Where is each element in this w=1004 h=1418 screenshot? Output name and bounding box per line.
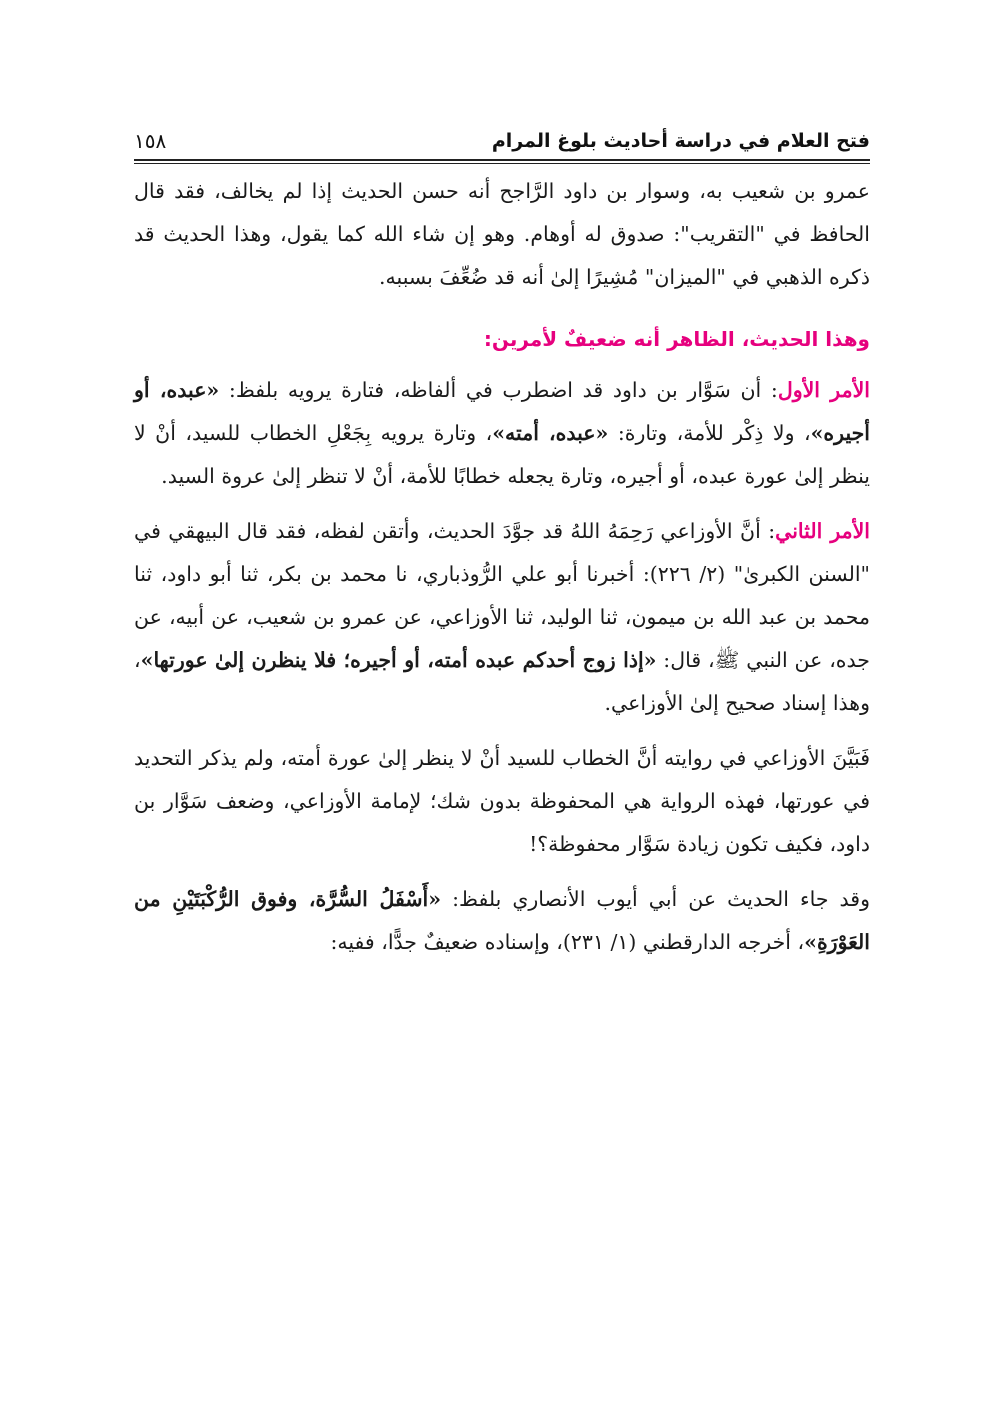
paragraph-second-reason: [134, 510, 870, 725]
second-reason-label: الأمر الثاني: [775, 519, 870, 543]
paragraph-text: : أن سَوَّار بن داود قد اضطرب في ألفاظه، فتارة يرويه بلفظ:: [219, 378, 778, 402]
page-number: ١٥٨: [134, 129, 167, 153]
first-reason-label: الأمر الأول: [777, 378, 870, 402]
hadith-quote: «عبده، أو أجيره»: [134, 378, 870, 445]
paragraph-intro: عمرو بن شعيب به، وسوار بن داود الرَّاجح أنه حسن الحديث إذا لم يخالف، فقد قال الحافظ في "التقريب": صدوق له أوهام. وهو إن شاء الله كما يقول، وهذا الحديث قد ذكره الذهبي في "الميزان" مُشِيرًا إلىٰ أنه قد ضُعِّفَ بسببه.: [134, 179, 870, 289]
header-rule: [134, 159, 870, 161]
hadith-quote: «أَسْفَلُ السُّرَّة، وفوق الرُّكْبَتَيْنِ من العَوْرَةِ»: [134, 887, 870, 954]
paragraph-conclusion: فَبَيَّنَ الأوزاعي في روايته أنَّ الخطاب للسيد أنْ لا ينظر إلىٰ عورة أمته، ولم يذكر التحديد في عورتها، فهذه الرواية هي المحفوظة بدون شك؛ لإمامة الأوزاعي، وضعف سَوَّار بن داود، فكيف تكون زيادة سَوَّار محفوظة؟!: [134, 746, 870, 856]
hadith-quote: «إذا زوج أحدكم عبده أمته، أو أجيره؛ فلا ينظرن إلىٰ عورتها»: [140, 648, 657, 672]
paragraph-text: وقد جاء الحديث عن أبي أيوب الأنصاري بلفظ:: [441, 887, 870, 911]
running-header: [134, 125, 870, 157]
paragraph-text: ، وهذا إسناد صحيح إلىٰ الأوزاعي.: [134, 648, 870, 715]
paragraph-text: : أنَّ الأوزاعي رَحِمَهُ اللهُ قد جوَّدَ الحديث، وأتقن لفظه، فقد قال البيهقي في "السنن الكبرىٰ" (٢/ ٢٢٦): أخبرنا أبو علي الرُّوذباري، نا محمد بن بكر، ثنا أبو داود، ثنا محمد بن عبد الله بن ميمون، ثنا الوليد، ثنا الأوزاعي، عن عمرو بن شعيب، عن أبيه، عن جده، عن النبي ﷺ، قال:: [134, 519, 870, 672]
paragraph-text: ، أخرجه الدارقطني (١/ ٢٣١)، وإسناده ضعيفٌ جدًّا، ففيه:: [330, 930, 805, 954]
header-rule-thin: [134, 163, 870, 164]
paragraph-first-reason: [134, 369, 870, 498]
paragraph-abu-ayyub: [134, 878, 870, 964]
hadith-quote: «عبده، أمته»: [492, 421, 609, 445]
section-heading: وهذا الحديث، الظاهر أنه ضعيفٌ لأمرين:: [483, 327, 870, 351]
book-title: فتح العلام في دراسة أحاديث بلوغ المرام: [491, 130, 870, 152]
paragraph-text: ، ولا ذِكْر للأمة، وتارة:: [608, 421, 811, 445]
page-body: [134, 170, 870, 964]
paragraph-text: ، وتارة يرويه بِجَعْلِ الخطاب للسيد، أنْ لا ينظر إلىٰ عورة عبده، أو أجيره، وتارة يجعله خطابًا للأمة، أنْ لا تنظر إلىٰ عروة السيد.: [134, 421, 870, 488]
